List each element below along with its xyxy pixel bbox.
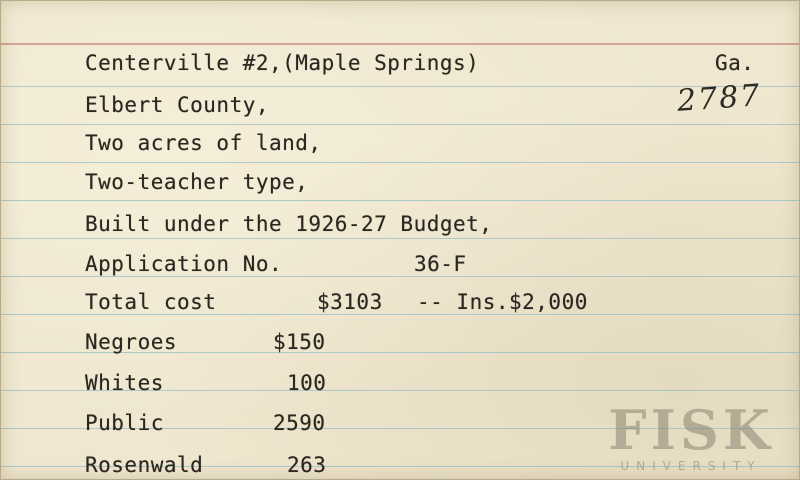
application-label: Application No. [85,252,283,276]
insurance-value: -- Ins.$2,000 [417,290,588,314]
top-red-rule [1,43,799,45]
contribution-amount: 2590 [273,411,326,435]
ruled-line [1,124,799,125]
land-line: Two acres of land, [85,131,322,155]
watermark-name: FISK [608,398,774,462]
contribution-amount: $150 [273,330,326,354]
contribution-label: Public [85,411,164,435]
school-name-line: Centerville #2,(Maple Springs) [85,51,480,75]
ruled-line [1,314,799,315]
ruled-line [1,276,799,277]
watermark-subtitle: UNIVERSITY [620,459,762,473]
contribution-label: Whites [85,371,164,395]
ruled-line [1,200,799,201]
state-label: Ga. [715,51,755,75]
fisk-university-watermark [601,398,781,473]
contribution-amount: 263 [287,453,327,477]
total-cost-value: $3103 [317,290,383,314]
county-line: Elbert County, [85,93,270,117]
ruled-line [1,162,799,163]
ruled-line [1,238,799,239]
budget-line: Built under the 1926-27 Budget, [85,212,493,236]
type-line: Two-teacher type, [85,170,309,194]
total-cost-label: Total cost [85,290,217,314]
application-number: 36-F [414,252,467,276]
contribution-label: Negroes [85,330,178,354]
handwritten-card-number: 2787 [675,78,763,119]
contribution-amount: 100 [287,371,327,395]
contribution-label: Rosenwald [85,453,204,477]
